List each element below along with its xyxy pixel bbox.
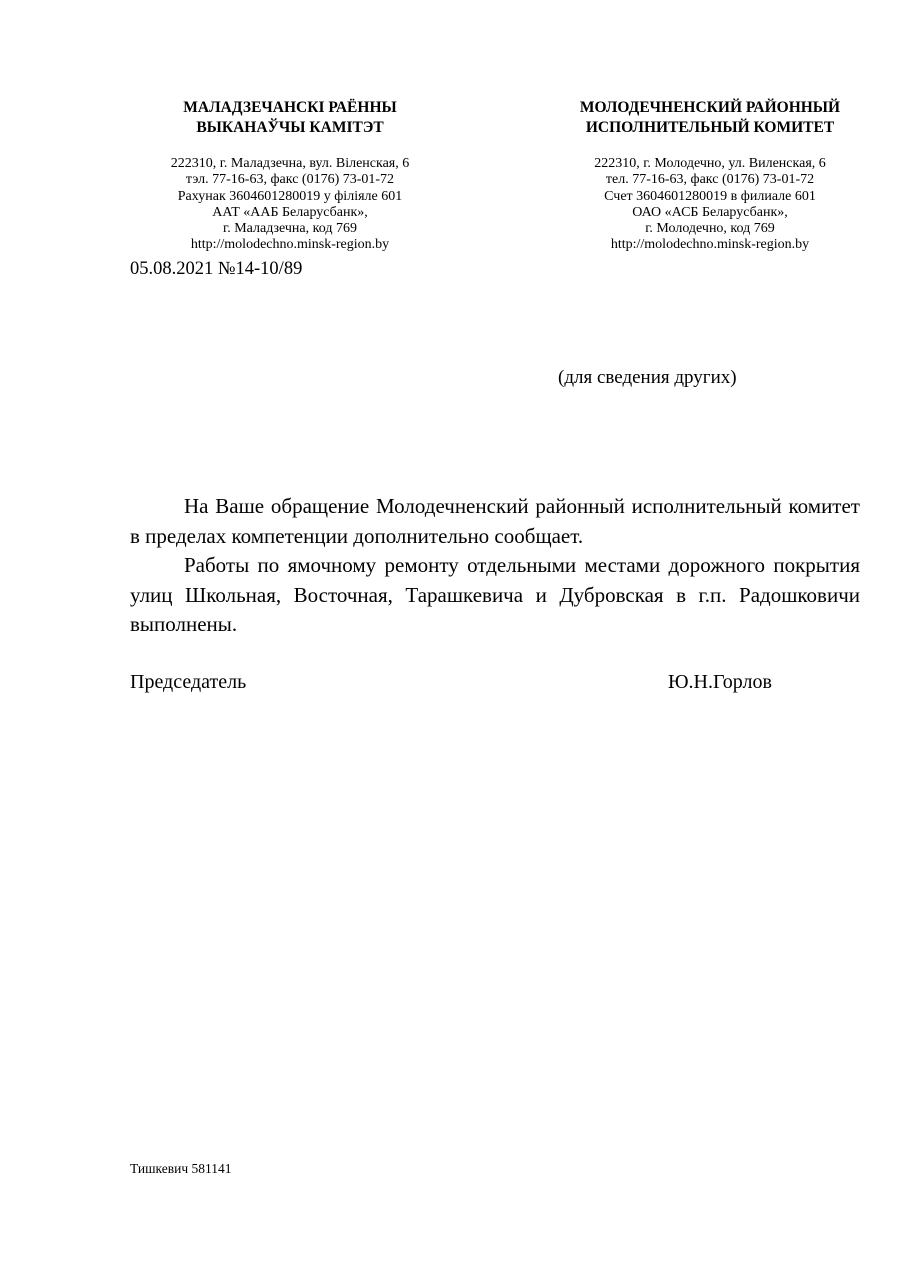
letterhead-right-phone-line: тел. 77-16-63, факс (0176) 73-01-72 [605,172,815,188]
signatory-name: Ю.Н.Горлов [668,671,772,693]
letterhead-left-city-line: г. Маладзечна, код 769 [223,221,357,237]
letterhead-left-address-line: 222310, г. Маладзечна, вул. Віленская, 6 [170,156,410,171]
letterhead-right-address-line: 222310, г. Молодечно, ул. Виленская, 6 [594,156,826,171]
body-paragraph: На Ваше обращение Молодечненский районный исполнительный комитет в пределах компетенции дополнительно сообщает. [130,494,860,548]
letterhead-left-phone-line: тэл. 77-16-63, факс (0176) 73-01-72 [185,172,395,188]
letterhead-left-account-line: Рахунак 3604601280019 у філіяле 601 [177,188,403,204]
letterhead-right-title-line: МОЛОДЕЧНЕНСКИЙ РАЙОННЫЙ [579,99,841,116]
recipient-line: (для сведения других) [558,367,737,388]
letterhead-right-title [545,98,875,138]
letterhead-right-website-link[interactable]: http://molodechno.minsk-region.by [610,237,810,253]
letter-body [130,492,860,640]
letterhead-right-title-line: ИСПОЛНИТЕЛЬНЫЙ КОМИТЕТ [585,119,835,136]
letterhead-right-city-line: г. Молодечно, код 769 [645,221,775,237]
letterhead-right-bank-line: ОАО «АСБ Беларусбанк», [632,204,788,220]
letterhead-left-bank-line: ААТ «ААБ Беларусбанк», [212,204,368,220]
body-paragraph: Работы по ямочному ремонту отдельными местами дорожного покрытия улиц Школьная, Восточная, Тарашкевича и Дубровская в г.п. Радошковичи выполнены. [130,553,860,636]
letterhead-left-title [125,98,455,138]
executor-contact: Тишкевич 581141 [130,1161,232,1176]
letterhead-right-russian [545,98,875,254]
letterhead-left-address [125,156,455,254]
letterhead-left-website-link[interactable]: http://molodechno.minsk-region.by [190,237,390,253]
signatory-position: Председатель [130,671,247,693]
letterhead-left-title-line: ВЫКАНАЎЧЫ КАМІТЭТ [196,119,384,136]
letterhead-right-address [545,156,875,254]
letterhead-left-belarusian [125,98,455,254]
letterhead-right-account-line: Счет 3604601280019 в филиале 601 [604,188,816,204]
document-date-and-number: 05.08.2021 №14-10/89 [130,259,303,279]
letterhead-left-title-line: МАЛАДЗЕЧАНСКІ РАЁННЫ [183,99,397,116]
